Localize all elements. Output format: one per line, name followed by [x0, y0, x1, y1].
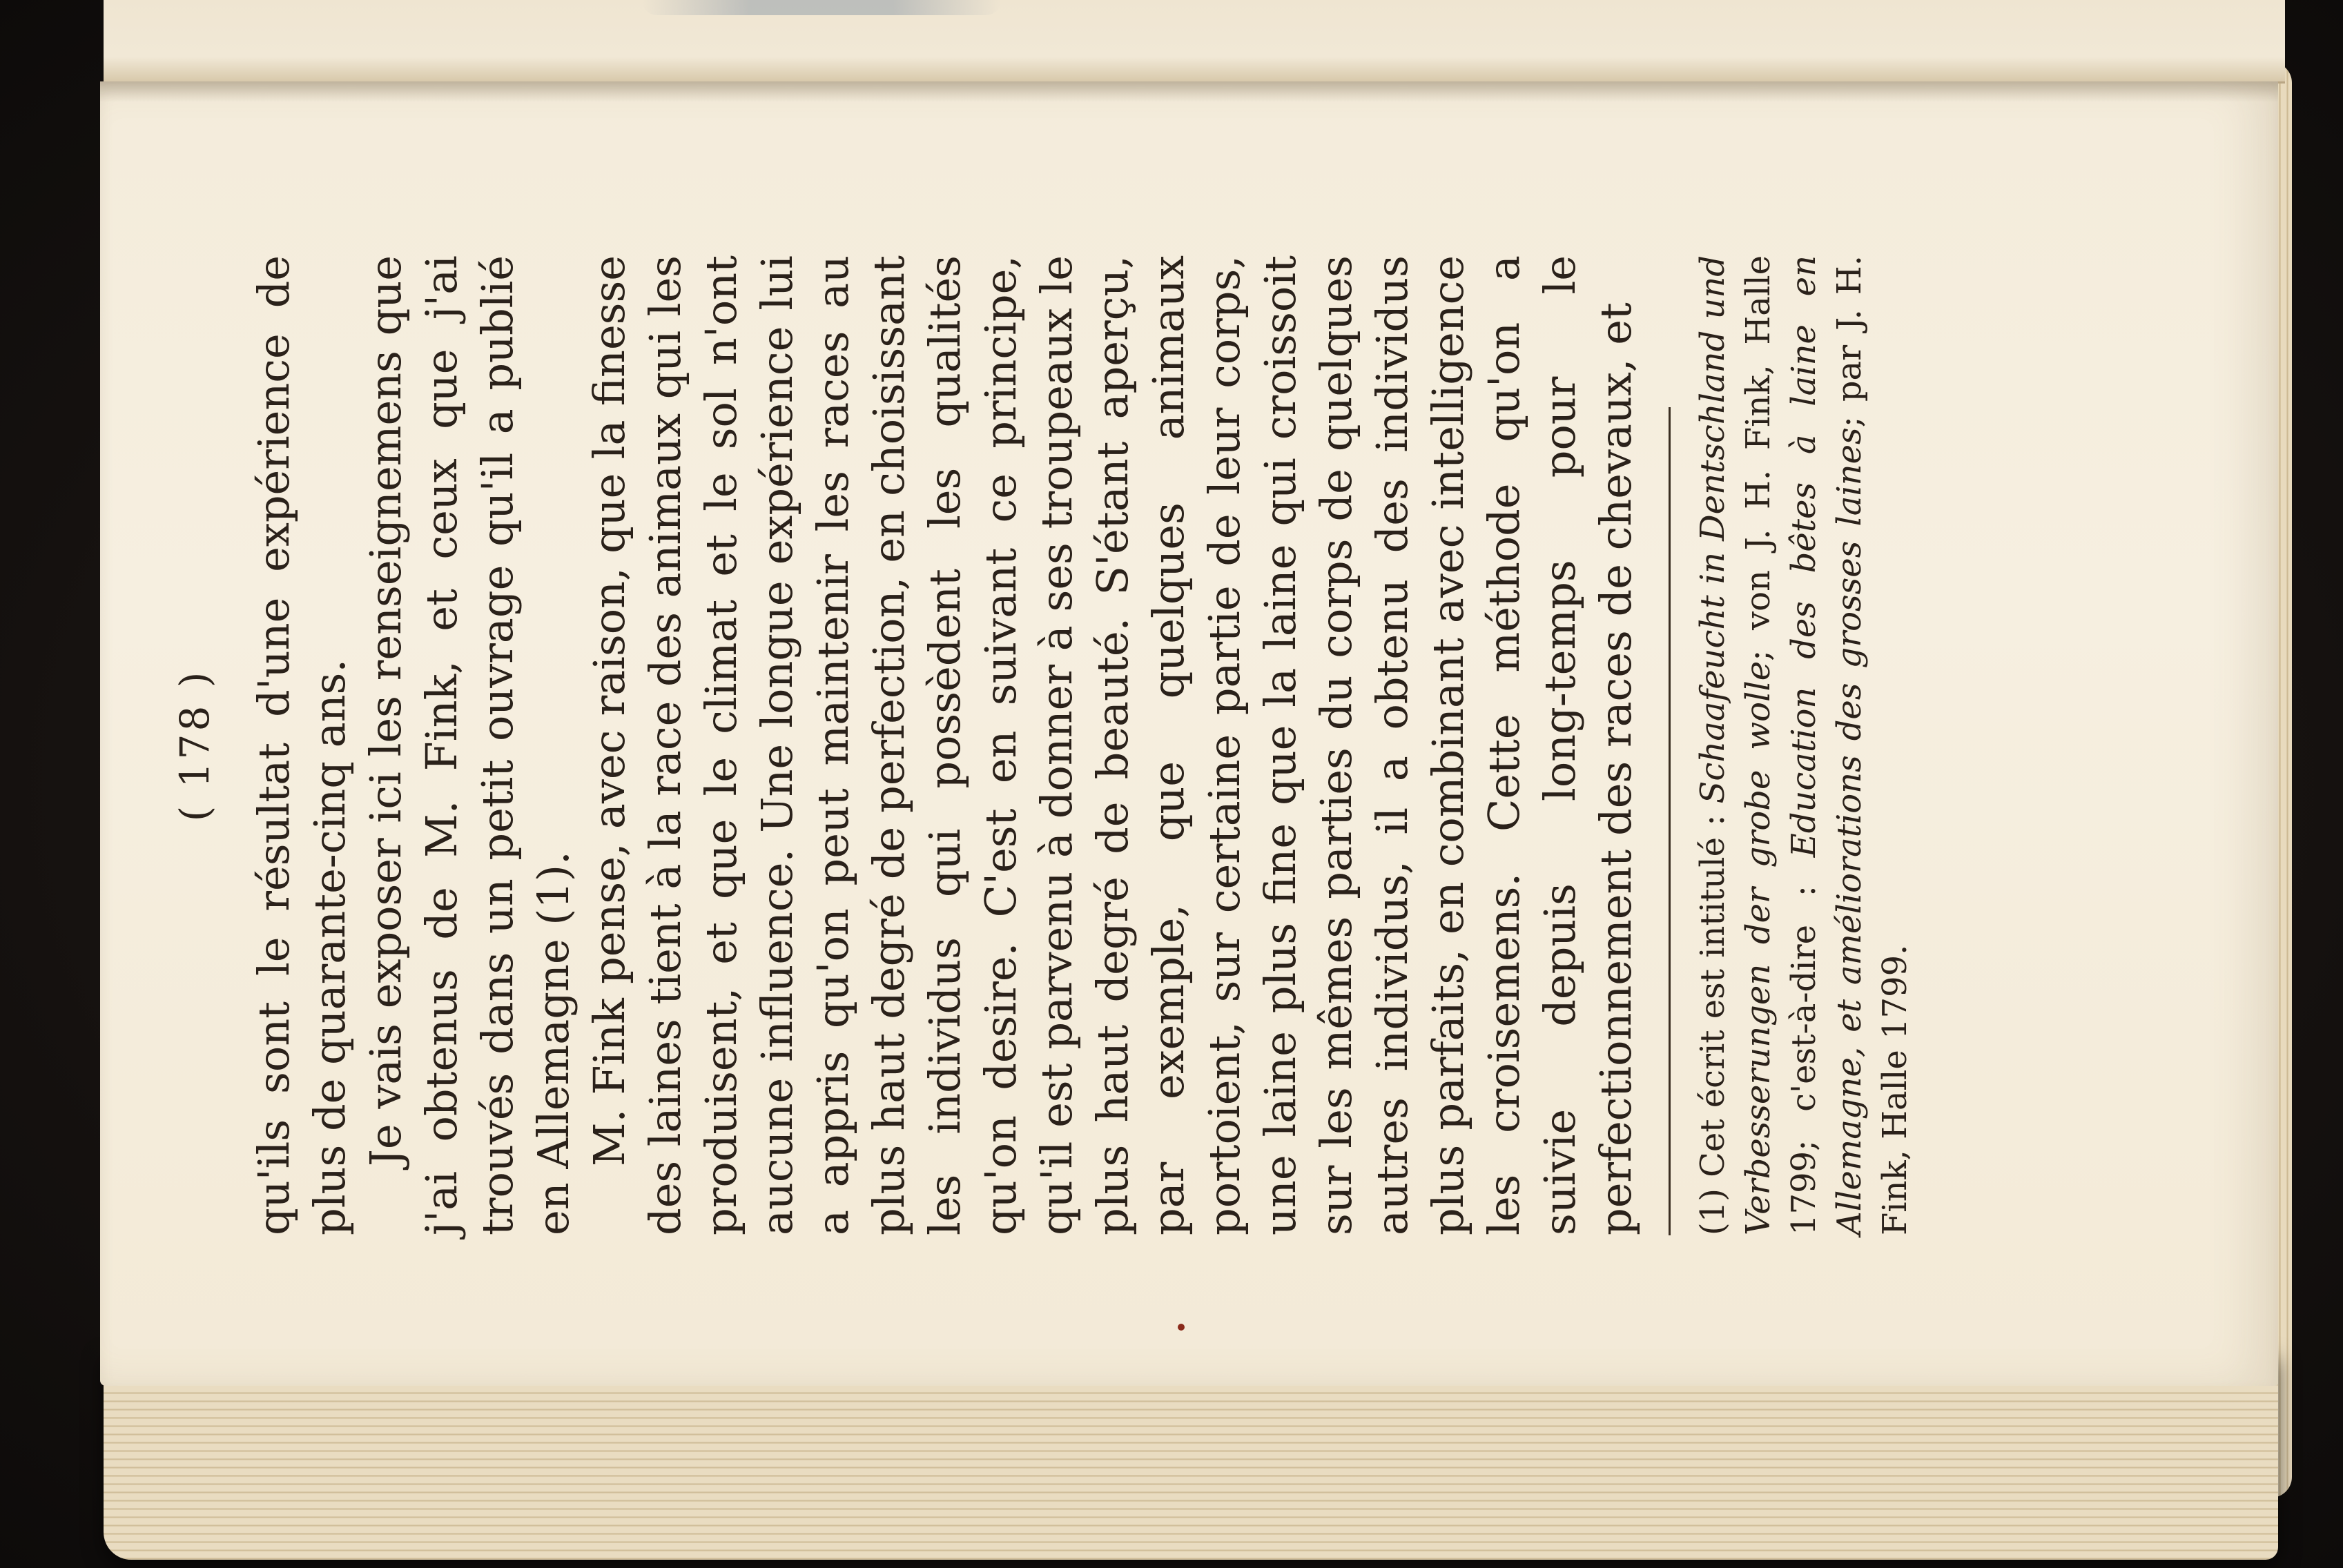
facing-page-edge: [104, 0, 2285, 84]
footnote-text: [1690, 255, 1918, 1235]
ink-spot: [1178, 1324, 1185, 1331]
footnote-author-de: ; von J. H. Fink, Halle 1799; c'est-à-dire :: [1739, 255, 1823, 1235]
page-gutter-shadow: [100, 81, 2278, 102]
page-text-block: [171, 255, 1994, 1235]
paragraph-1: qu'ils sont le résultat d'une expérience de plus de quarante-cinq ans.: [249, 255, 355, 1235]
facing-page-smudge: [642, 0, 1001, 15]
footnote: [1690, 255, 1918, 1235]
footnote-rule: [1669, 407, 1671, 1235]
paragraph-2: Je vais exposer ici les renseignemens que j'ai obtenus de M. Fink, et ceux que j'ai trouvés dans un petit ouvrage qu'il a publié en Allemagne (1).: [360, 255, 579, 1235]
footnote-title-de: Schaafeucht in Dentschland und Verbesserungen der grobe wolle: [1693, 255, 1778, 1235]
page-number: ( 178 ): [171, 669, 218, 822]
footnote-title-fr: Education des bêtes à laine en Allemagne, et améliorations des grosses laines: [1785, 255, 1869, 1235]
footnote-author-fr: ; par J. H. Fink, Halle 1799.: [1830, 255, 1914, 1235]
paragraph-3: M. Fink pense, avec raison, que la finesse des laines tient à la race des animaux qui les produisent, et que le climat et le sol n'ont aucune influence. Une longue expérience lui a appris qu'on peut maintenir les races au plus haut degré de perfection, en choisissant les individus qui possèdent les qualités qu'on desire. C'est en suivant ce principe, qu'il est parvenu à donner à ses troupeaux le plus haut degré de beauté. S'étant aperçu, par exemple, que quelques animaux portoient, sur certaine partie de leur corps, une laine plus fine que la laine qui croissoit sur les mêmes parties du corps de quelques autres individus, il a obtenu des individus plus parfaits, en combinant avec intelligence les croisemens. Cette méthode qu'on a suivie depuis long-temps pour le perfectionnement des races de chevaux, et: [584, 255, 1641, 1235]
footnote-marker: (1) Cet écrit est intitulé :: [1693, 803, 1732, 1235]
body-text: [246, 255, 1644, 1235]
